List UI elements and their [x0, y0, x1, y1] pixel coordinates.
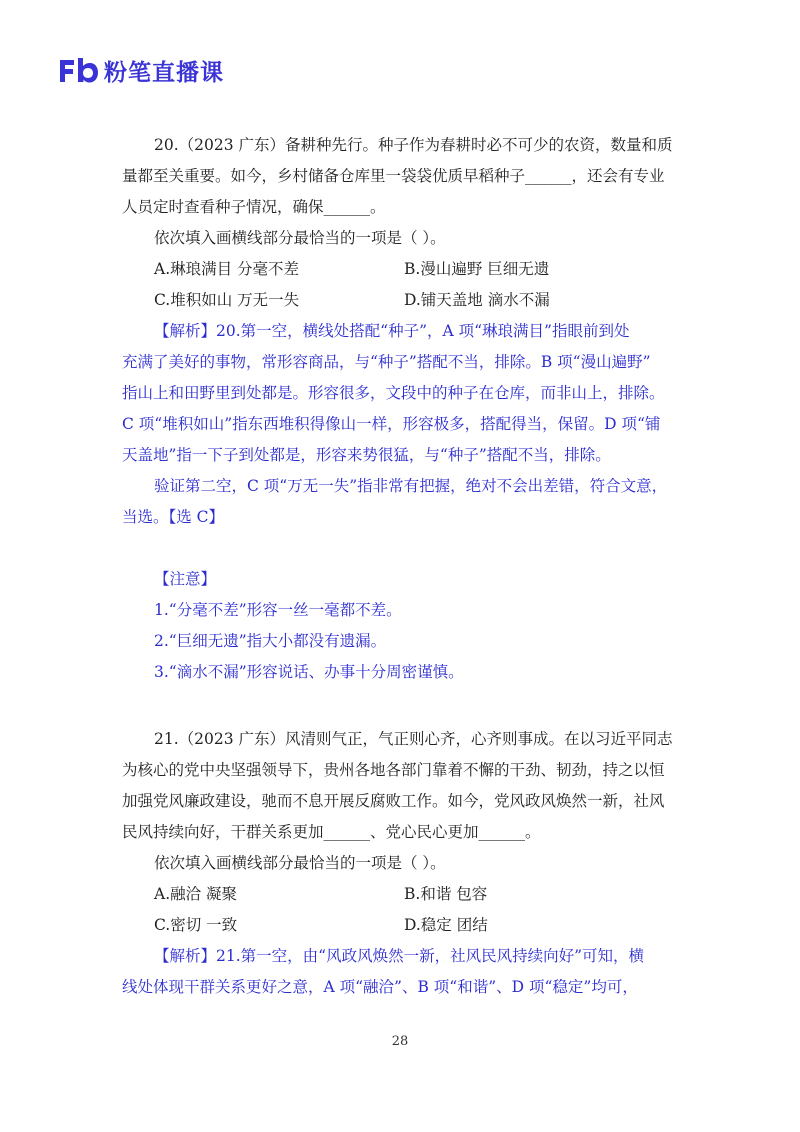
q21-option-c: C.密切 一致	[154, 916, 238, 934]
page-content	[122, 130, 682, 1003]
q20-option-b: B.漫山遍野 巨细无遗	[404, 260, 550, 278]
spacer	[122, 688, 682, 724]
q20-stem-line-1: 20.（2023 广东）备耕种先行。种子作为春耕时必不可少的农资，数量和质	[154, 136, 673, 154]
q21-prompt: 依次填入画横线部分最恰当的一项是（ ）。	[154, 854, 446, 872]
note-title: 【注意】	[154, 570, 217, 588]
q21-analysis-line-2: 线处体现干群关系更好之意，A 项“融洽”、B 项“和谐”、D 项“稳定”均可，	[122, 978, 638, 996]
fb-logo-icon	[58, 56, 98, 84]
q20-option-a: A.琳琅满目 分毫不差	[154, 260, 300, 278]
q20-analysis-line-5: 天盖地”指一下子到处都是，形容来势很猛，与“种子”搭配不当，排除。	[122, 446, 611, 464]
q20-options	[154, 254, 682, 316]
q20-verify-line-1: 验证第二空，C 项“万无一失”指非常有把握，绝对不会出差错，符合文意，	[154, 477, 668, 495]
spacer	[122, 533, 682, 564]
q20-option-c: C.堆积如山 万无一失	[154, 291, 300, 309]
note-item-3: 3.“滴水不漏”形容说话、办事十分周密谨慎。	[154, 663, 464, 681]
q21-options	[154, 879, 682, 941]
q20-analysis-line-1: 【解析】20.第一空，横线处搭配“种子”，A 项“琳琅满目”指眼前到处	[154, 322, 630, 340]
page-header	[58, 52, 224, 88]
q21-stem-line-4: 民风持续向好，干群关系更加______、党心民心更加______。	[122, 823, 541, 841]
q20-analysis-line-3: 指山上和田野里到处都是。形容很多，文段中的种子在仓库，而非山上，排除。	[122, 384, 665, 402]
q21-option-a: A.融洽 凝聚	[154, 885, 238, 903]
q21-analysis-line-1: 【解析】21.第一空，由“风政风焕然一新，社风民风持续向好”可知，横	[154, 947, 645, 965]
note-item-1: 1.“分毫不差”形容一丝一毫都不差。	[154, 601, 402, 619]
q20-option-d: D.铺天盖地 滴水不漏	[404, 291, 550, 309]
q21-stem-line-1: 21.（2023 广东）风清则气正，气正则心齐，心齐则事成。在以习近平同志	[154, 730, 673, 748]
q21-stem-line-3: 加强党风廉政建设，驰而不息开展反腐败工作。如今，党风政风焕然一新，社风	[122, 792, 665, 810]
q20-stem-line-2: 量都至关重要。如今，乡村储备仓库里一袋袋优质早稻种子______，还会有专业	[122, 167, 665, 185]
q20-stem-line-3: 人员定时查看种子情况，确保______。	[122, 198, 386, 216]
page-number: 28	[391, 1034, 409, 1049]
q20-verify-line-2: 当选。【选 C】	[122, 508, 225, 526]
q21-option-d: D.稳定 团结	[404, 916, 488, 934]
q21-option-b: B.和谐 包容	[404, 885, 488, 903]
note-item-2: 2.“巨细无遗”指大小都没有遗漏。	[154, 632, 387, 650]
brand-name: 粉笔直播课	[104, 59, 224, 86]
q20-prompt: 依次填入画横线部分最恰当的一项是（ ）。	[154, 229, 446, 247]
q20-analysis-line-4: C 项“堆积如山”指东西堆积得像山一样，形容极多，搭配得当，保留。D 项“铺	[122, 415, 661, 433]
q20-analysis-line-2: 充满了美好的事物，常形容商品，与“种子”搭配不当，排除。B 项“漫山遍野”	[122, 353, 651, 371]
q21-stem-line-2: 为核心的党中央坚强领导下，贵州各地各部门靠着不懈的干劲、韧劲，持之以恒	[122, 761, 665, 779]
